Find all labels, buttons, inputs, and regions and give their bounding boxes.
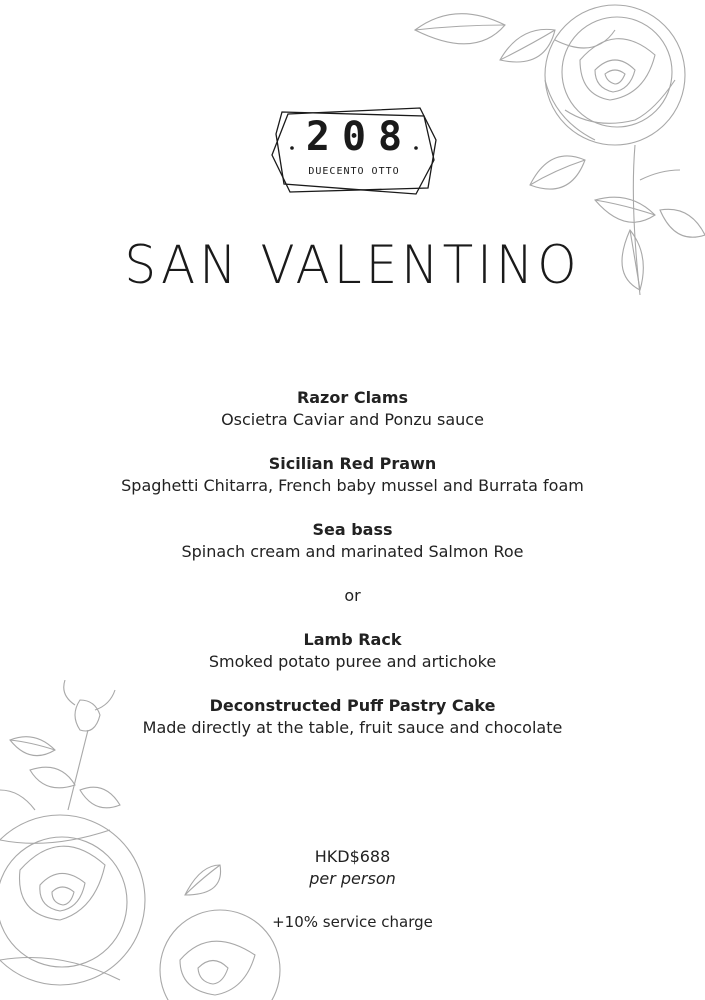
course-name: Razor Clams bbox=[296, 388, 409, 407]
service-charge-note: +10% service charge bbox=[272, 913, 433, 931]
price-unit: per person bbox=[309, 869, 396, 888]
course-name: Lamb Rack bbox=[303, 630, 402, 649]
course-description: Spaghetti Chitarra, French baby mussel and Burrata foam bbox=[121, 476, 584, 495]
menu-course bbox=[0, 387, 705, 431]
menu-course bbox=[0, 453, 705, 497]
course-name: Sicilian Red Prawn bbox=[268, 454, 437, 473]
price-block bbox=[0, 846, 705, 890]
course-description: Oscietra Caviar and Ponzu sauce bbox=[221, 410, 484, 429]
course-name: Sea bass bbox=[312, 520, 393, 539]
menu-list bbox=[0, 387, 705, 761]
menu-course bbox=[0, 629, 705, 673]
course-name: Deconstructed Puff Pastry Cake bbox=[209, 696, 496, 715]
course-description: Smoked potato puree and artichoke bbox=[208, 652, 497, 671]
course-description: Spinach cream and marinated Salmon Roe bbox=[181, 542, 524, 561]
course-description: Made directly at the table, fruit sauce and chocolate bbox=[142, 718, 563, 737]
or-separator: or bbox=[344, 586, 361, 605]
restaurant-logo bbox=[268, 100, 440, 198]
logo-number: 208 bbox=[305, 114, 415, 160]
price-amount: HKD$688 bbox=[314, 847, 391, 866]
menu-course bbox=[0, 695, 705, 739]
logo-subtitle: DUECENTO OTTO bbox=[308, 166, 400, 177]
menu-course bbox=[0, 519, 705, 563]
page-title: SAN VALENTINO bbox=[124, 234, 581, 296]
